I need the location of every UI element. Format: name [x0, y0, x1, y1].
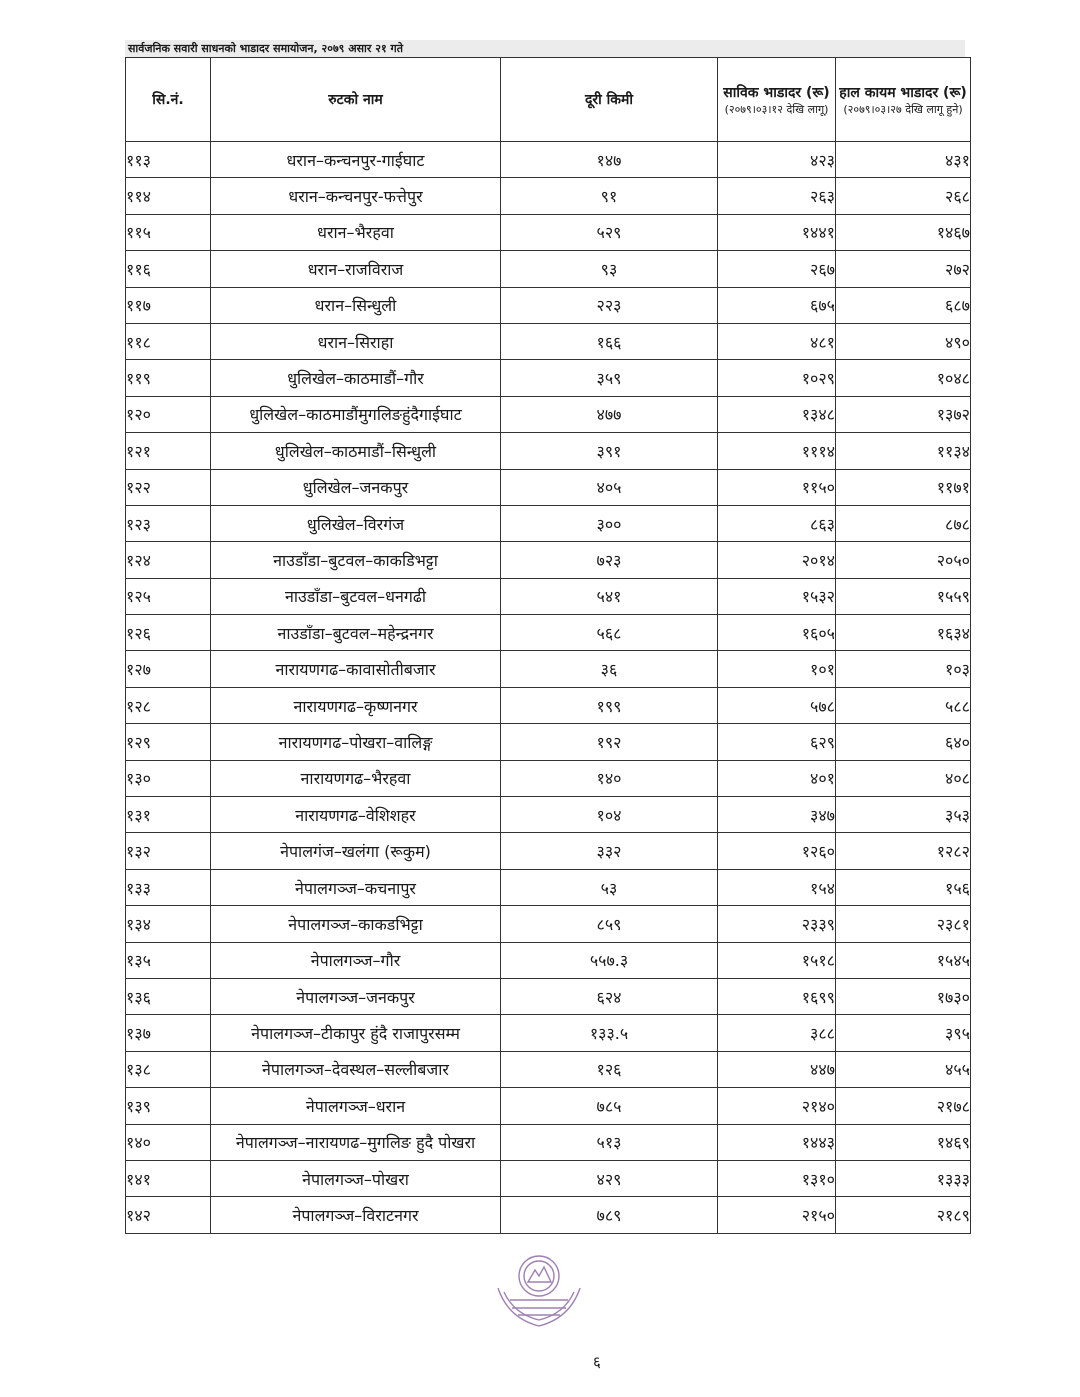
row-sn: १३२ [126, 833, 211, 869]
row-sn: १३३ [126, 869, 211, 905]
row-old-fare: ३८८ [718, 1015, 836, 1051]
table-row [126, 869, 971, 905]
row-new-fare: ८७८ [836, 505, 971, 541]
page-number: ६ [593, 1353, 601, 1371]
row-old-fare: १५१८ [718, 942, 836, 978]
row-distance: ८५९ [501, 906, 718, 942]
row-sn: ११४ [126, 178, 211, 214]
row-new-fare: १२८२ [836, 833, 971, 869]
fare-table [125, 57, 971, 1234]
row-new-fare: ४५५ [836, 1051, 971, 1087]
col-header-old-fare [718, 58, 836, 142]
row-sn: १२७ [126, 651, 211, 687]
table-row [126, 251, 971, 287]
table-row [126, 469, 971, 505]
row-old-fare: १४४३ [718, 1124, 836, 1160]
col-header-sn: सि.नं. [126, 58, 211, 142]
row-sn: १३६ [126, 978, 211, 1014]
old-fare-title: साविक भाडादर (रू) [723, 84, 830, 101]
row-old-fare: ४०१ [718, 760, 836, 796]
row-new-fare: २१८९ [836, 1197, 971, 1233]
row-new-fare: ६८७ [836, 287, 971, 323]
row-route: नारायणगढ–भैरहवा [211, 760, 501, 796]
table-row [126, 942, 971, 978]
row-old-fare: ६७५ [718, 287, 836, 323]
row-sn: १३८ [126, 1051, 211, 1087]
table-row [126, 178, 971, 214]
row-new-fare: ४३१ [836, 142, 971, 178]
row-distance: २२३ [501, 287, 718, 323]
row-new-fare: १४६९ [836, 1124, 971, 1160]
table-row [126, 1160, 971, 1196]
row-distance: १६६ [501, 323, 718, 359]
row-old-fare: २३३९ [718, 906, 836, 942]
table-row [126, 505, 971, 541]
row-sn: १२९ [126, 724, 211, 760]
table-row [126, 142, 971, 178]
row-sn: ११८ [126, 323, 211, 359]
row-sn: ११९ [126, 360, 211, 396]
row-old-fare: ८६३ [718, 505, 836, 541]
row-route: नारायणगढ–कृष्णनगर [211, 687, 501, 723]
row-sn: १२२ [126, 469, 211, 505]
table-row [126, 833, 971, 869]
row-distance: १४७ [501, 142, 718, 178]
table-row [126, 724, 971, 760]
row-old-fare: ४४७ [718, 1051, 836, 1087]
row-old-fare: १०२९ [718, 360, 836, 396]
official-seal [488, 1248, 590, 1336]
row-distance: ५२९ [501, 214, 718, 250]
row-old-fare: १३१० [718, 1160, 836, 1196]
table-row [126, 214, 971, 250]
row-route: धरान–कन्चनपुर-गाईघाट [211, 142, 501, 178]
row-distance: ५१३ [501, 1124, 718, 1160]
row-sn: १३१ [126, 797, 211, 833]
row-new-fare: ४९० [836, 323, 971, 359]
row-distance: ७२३ [501, 542, 718, 578]
row-distance: ५३ [501, 869, 718, 905]
row-new-fare: १४६७ [836, 214, 971, 250]
row-sn: १४१ [126, 1160, 211, 1196]
row-distance: ३९१ [501, 433, 718, 469]
row-distance: ४७७ [501, 396, 718, 432]
row-distance: ३६ [501, 651, 718, 687]
row-route: नाउडाँडा–बुटवल–काकडिभट्टा [211, 542, 501, 578]
table-row [126, 906, 971, 942]
row-new-fare: २१७८ [836, 1088, 971, 1124]
row-sn: १४० [126, 1124, 211, 1160]
row-distance: १९९ [501, 687, 718, 723]
row-route: नेपालगञ्ज–गौर [211, 942, 501, 978]
row-old-fare: १०१ [718, 651, 836, 687]
row-route: धुलिखेल–काठमाडौं–गौर [211, 360, 501, 396]
row-distance: ६२४ [501, 978, 718, 1014]
row-new-fare: १७३० [836, 978, 971, 1014]
row-old-fare: २१५० [718, 1197, 836, 1233]
row-sn: ११३ [126, 142, 211, 178]
table-row [126, 651, 971, 687]
row-new-fare: ५८८ [836, 687, 971, 723]
col-header-new-fare [836, 58, 971, 142]
table-row [126, 978, 971, 1014]
row-old-fare: १६०५ [718, 615, 836, 651]
row-distance: ७८९ [501, 1197, 718, 1233]
row-new-fare: १०४८ [836, 360, 971, 396]
row-new-fare: १५६ [836, 869, 971, 905]
row-new-fare: ३५३ [836, 797, 971, 833]
row-distance: १४० [501, 760, 718, 796]
row-distance: ९३ [501, 251, 718, 287]
new-fare-title: हाल कायम भाडादर (रू) [839, 84, 967, 101]
table-row [126, 433, 971, 469]
row-new-fare: ३९५ [836, 1015, 971, 1051]
row-old-fare: ४२३ [718, 142, 836, 178]
row-old-fare: १५३२ [718, 578, 836, 614]
row-route: धरान–सिन्धुली [211, 287, 501, 323]
row-route: धुलिखेल–काठमाडौंमुगलिङहुंदैगाईघाट [211, 396, 501, 432]
row-route: धुलिखेल–विरगंज [211, 505, 501, 541]
row-distance: ५५७.३ [501, 942, 718, 978]
row-distance: ७८५ [501, 1088, 718, 1124]
row-sn: १३७ [126, 1015, 211, 1051]
row-route: नेपालगञ्ज–नारायणढ–मुगलिङ हुदै पोखरा [211, 1124, 501, 1160]
row-old-fare: २६७ [718, 251, 836, 287]
table-row [126, 1124, 971, 1160]
row-old-fare: ३४७ [718, 797, 836, 833]
row-distance: १२६ [501, 1051, 718, 1087]
row-route: नारायणगढ–पोखरा–वालिङ्ग [211, 724, 501, 760]
row-distance: १९२ [501, 724, 718, 760]
row-new-fare: २७२ [836, 251, 971, 287]
table-row [126, 1051, 971, 1087]
row-route: नेपालगंज–खलंगा (रूकुम) [211, 833, 501, 869]
row-sn: १३० [126, 760, 211, 796]
old-fare-note: (२०७९।०३।१२ देखि लागू) [724, 102, 829, 116]
row-sn: १२६ [126, 615, 211, 651]
table-row [126, 797, 971, 833]
row-old-fare: १४४१ [718, 214, 836, 250]
row-new-fare: २०५० [836, 542, 971, 578]
table-row [126, 1015, 971, 1051]
row-old-fare: २१४० [718, 1088, 836, 1124]
col-header-route: रुटको नाम [211, 58, 501, 142]
row-old-fare: ६२९ [718, 724, 836, 760]
new-fare-note: (२०७९।०३।२७ देखि लागू हुने) [843, 102, 963, 116]
row-new-fare: १३३३ [836, 1160, 971, 1196]
table-row [126, 287, 971, 323]
row-new-fare: १५५९ [836, 578, 971, 614]
row-sn: ११५ [126, 214, 211, 250]
row-old-fare: ११५० [718, 469, 836, 505]
row-old-fare: १११४ [718, 433, 836, 469]
row-route: नेपालगञ्ज–काकडभिट्टा [211, 906, 501, 942]
table-row [126, 323, 971, 359]
table-row [126, 760, 971, 796]
row-sn: १४२ [126, 1197, 211, 1233]
table-row [126, 396, 971, 432]
row-old-fare: २६३ [718, 178, 836, 214]
document-header: सार्वजनिक सवारी साधनको भाडादर समायोजन, २०७९ असार २१ गते [125, 40, 965, 57]
row-route: नाउडाँडा–बुटवल–महेन्द्रनगर [211, 615, 501, 651]
row-route: नेपालगञ्ज–जनकपुर [211, 978, 501, 1014]
table-row [126, 615, 971, 651]
row-distance: १०४ [501, 797, 718, 833]
row-sn: १२४ [126, 542, 211, 578]
row-route: धुलिखेल–काठमाडौं–सिन्धुली [211, 433, 501, 469]
row-distance: ४२९ [501, 1160, 718, 1196]
row-new-fare: ११७१ [836, 469, 971, 505]
row-sn: १२८ [126, 687, 211, 723]
row-route: नारायणगढ–कावासोतीबजार [211, 651, 501, 687]
row-route: नेपालगञ्ज–कचनापुर [211, 869, 501, 905]
row-route: नाउडाँडा–बुटवल–धनगढी [211, 578, 501, 614]
table-row [126, 360, 971, 396]
row-distance: १३३.५ [501, 1015, 718, 1051]
row-route: धरान–कन्चनपुर-फत्तेपुर [211, 178, 501, 214]
row-route: नारायणगढ–वेशिशहर [211, 797, 501, 833]
row-sn: १३९ [126, 1088, 211, 1124]
row-sn: १३५ [126, 942, 211, 978]
row-sn: १२१ [126, 433, 211, 469]
row-distance: ५६८ [501, 615, 718, 651]
row-old-fare: ४८१ [718, 323, 836, 359]
row-old-fare: १३४८ [718, 396, 836, 432]
row-distance: ९१ [501, 178, 718, 214]
row-route: नेपालगञ्ज–विराटनगर [211, 1197, 501, 1233]
row-old-fare: १६९९ [718, 978, 836, 1014]
row-distance: ३५९ [501, 360, 718, 396]
row-route: धरान–राजविराज [211, 251, 501, 287]
row-route: नेपालगञ्ज–धरान [211, 1088, 501, 1124]
row-new-fare: १६३४ [836, 615, 971, 651]
row-distance: ३३२ [501, 833, 718, 869]
row-distance: ५४१ [501, 578, 718, 614]
row-old-fare: १५४ [718, 869, 836, 905]
row-route: नेपालगञ्ज–पोखरा [211, 1160, 501, 1196]
col-header-distance: दूरी किमी [501, 58, 718, 142]
row-old-fare: १२६० [718, 833, 836, 869]
row-sn: १२० [126, 396, 211, 432]
row-sn: ११७ [126, 287, 211, 323]
row-old-fare: २०१४ [718, 542, 836, 578]
table-row [126, 687, 971, 723]
table-row [126, 578, 971, 614]
table-row [126, 1088, 971, 1124]
row-route: नेपालगञ्ज–टीकापुर हुंदै राजापुरसम्म [211, 1015, 501, 1051]
row-sn: १२३ [126, 505, 211, 541]
row-route: धरान–सिराहा [211, 323, 501, 359]
row-new-fare: २३८१ [836, 906, 971, 942]
row-new-fare: २६८ [836, 178, 971, 214]
row-route: धुलिखेल–जनकपुर [211, 469, 501, 505]
row-distance: ३०० [501, 505, 718, 541]
table-header-row [126, 58, 971, 142]
row-distance: ४०५ [501, 469, 718, 505]
row-new-fare: ११३४ [836, 433, 971, 469]
row-new-fare: १०३ [836, 651, 971, 687]
row-route: धरान–भैरहवा [211, 214, 501, 250]
row-sn: १३४ [126, 906, 211, 942]
row-new-fare: १३७२ [836, 396, 971, 432]
row-sn: ११६ [126, 251, 211, 287]
table-row [126, 1197, 971, 1233]
row-new-fare: ४०८ [836, 760, 971, 796]
row-sn: १२५ [126, 578, 211, 614]
row-new-fare: १५४५ [836, 942, 971, 978]
table-row [126, 542, 971, 578]
row-new-fare: ६४० [836, 724, 971, 760]
table-body [126, 142, 971, 1234]
row-old-fare: ५७८ [718, 687, 836, 723]
row-route: नेपालगञ्ज–देवस्थल–सल्लीबजार [211, 1051, 501, 1087]
